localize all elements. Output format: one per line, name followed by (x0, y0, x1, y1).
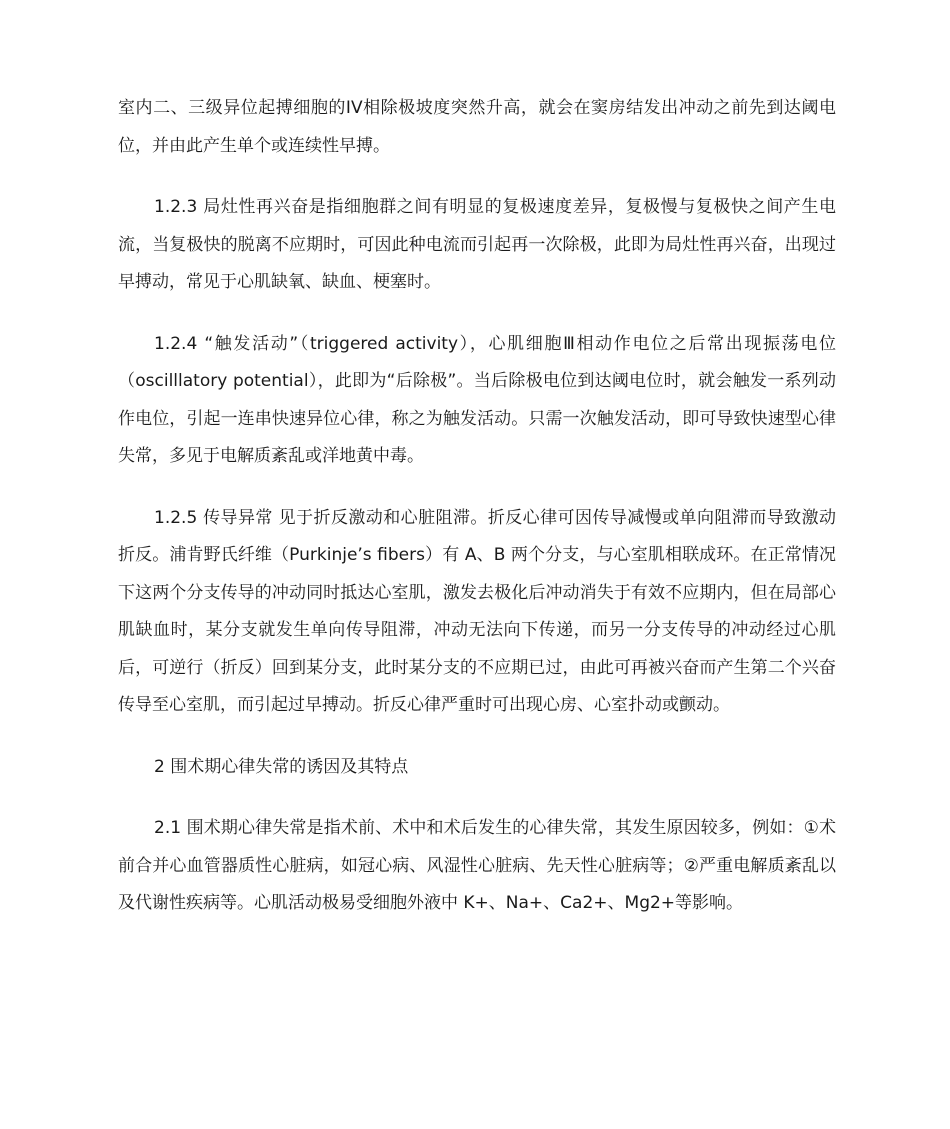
paragraph-intro-continuation: 室内二、三级异位起搏细胞的IV相除极坡度突然升高，就会在窦房结发出冲动之前先到达阈电位，并由此产生单个或连续性早搏。 (118, 98, 836, 156)
paragraph-section-1-2-5: 1.2.5 传导异常 见于折反激动和心脏阻滞。折反心律可因传导减慢或单向阻滞而导致激动折反。浦肯野氏纤维（Purkinje’s fibers）有 A、B 两个分支，与心室肌相联成环。在正常情况下这两个分支传导的冲动同时抵达心室肌，激发去极化后冲动消失于有效不应期内，但在局部心肌缺血时，某分支就发生单向传导阻滞，冲动无法向下传递，而另一分支传导的冲动经过心肌后，可逆行（折反）回到某分支，此时某分支的不应期已过，由此可再被兴奋而产生第二个兴奋传导至心室肌，而引起过早搏动。折反心律严重时可出现心房、心室扑动或颤动。 (118, 507, 836, 715)
paragraph-section-1-2-3: 1.2.3 局灶性再兴奋是指细胞群之间有明显的复极速度差异，复极慢与复极快之间产生电流，当复极快的脱离不应期时，可因此种电流而引起再一次除极，此即为局灶性再兴奋，出现过早搏动，常见于心肌缺氧、缺血、梗塞时。 (118, 197, 836, 292)
heading-section-2: 2 围术期心律失常的诱因及其特点 (154, 756, 409, 777)
document-body (118, 90, 836, 947)
paragraph-section-2-1: 2.1 围术期心律失常是指术前、术中和术后发生的心律失常，其发生原因较多，例如：①术前合并心血管器质性心脏病，如冠心病、风湿性心脏病、先天性心脏病等；②严重电解质紊乱以及代谢性疾病等。心肌活动极易受细胞外液中 K+、Na+、Ca2+、Mg2+等影响。 (118, 818, 836, 913)
paragraph-section-1-2-4: 1.2.4 “触发活动”（triggered activity），心肌细胞Ⅲ相动作电位之后常出现振荡电位（oscilllatory potential），此即为“后除极”。当后除极电位到达阈电位时，就会触发一系列动作电位，引起一连串快速异位心律，称之为触发活动。只需一次触发活动，即可导致快速型心律失常，多见于电解质紊乱或洋地黄中毒。 (118, 333, 836, 466)
